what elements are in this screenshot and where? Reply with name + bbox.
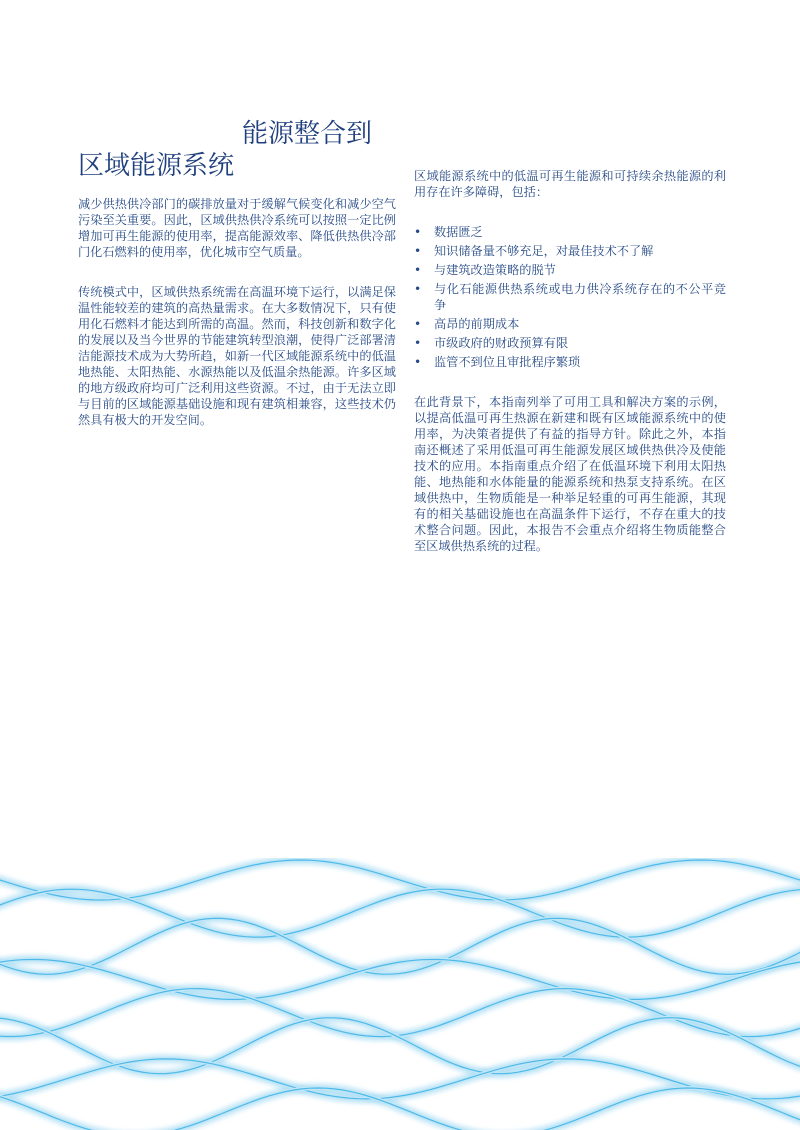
bullet-icon: • <box>414 244 422 258</box>
barrier-item <box>414 335 726 351</box>
barrier-text: 市级政府的财政预算有限 <box>434 336 569 350</box>
barrier-text: 知识储备量不够充足，对最佳技术不了解 <box>434 244 654 258</box>
barrier-item <box>414 262 726 278</box>
barrier-text: 与建筑改造策略的脱节 <box>434 263 556 277</box>
title-line-1: 能源整合到 <box>242 119 373 149</box>
barrier-item <box>414 316 726 332</box>
decorative-wave-pattern <box>0 858 800 1130</box>
right-closing-paragraph: 在此背景下，本指南列举了可用工具和解决方案的示例，以提高低温可再生热源在新建和既有区域能源系统中的使用率，为决策者提供了有益的指导方针。除此之外，本指南还概述了采用低温可再生能源发展区域供热供冷及使能技术的应用。本指南重点介绍了在低温环境下利用太阳热能、地热能和水体能量的能源系统和热泵支持系统。在区域供热中，生物质能是一种举足轻重的可再生能源，其现有的相关基础设施也在高温条件下运行，不存在重大的技术整合问题。因此，本报告不会重点介绍将生物质能整合至区域供热系统的过程。 <box>414 395 726 553</box>
bullet-icon: • <box>414 317 422 331</box>
barrier-text: 监管不到位且审批程序繁琐 <box>434 355 581 369</box>
title-line-2: 区域能源系统 <box>78 151 235 181</box>
barrier-item <box>414 224 726 240</box>
barrier-text: 高昂的前期成本 <box>434 317 520 331</box>
bullet-icon: • <box>414 263 422 277</box>
bullet-icon: • <box>414 225 422 239</box>
bullet-icon: • <box>414 282 422 296</box>
bullet-icon: • <box>414 355 422 369</box>
left-column <box>78 196 396 452</box>
right-intro-paragraph: 区域能源系统中的低温可再生能源和可持续余热能源的利用存在许多障碍，包括： <box>414 169 726 199</box>
barrier-item <box>414 354 726 370</box>
barrier-text: 数据匮乏 <box>434 225 483 239</box>
barrier-list <box>414 224 726 370</box>
barrier-text: 与化石能源供热系统或电力供冷系统存在的不公平竞争 <box>434 282 726 312</box>
barrier-item <box>414 243 726 259</box>
page-title <box>78 118 398 182</box>
left-paragraph-2: 传统模式中，区域供热系统需在高温环境下运行，以满足保温性能较差的建筑的高热量需求。在大多数情况下，只有使用化石燃料才能达到所需的高温。然而，科技创新和数字化的发展以及当今世界的节能建筑转型浪潮，使得广泛部署清洁能源技术成为大势所趋，如新一代区域能源系统中的低温地热能、太阳热能、水源热能以及低温余热能源。许多区域的地方级政府均可广泛利用这些资源。不过，由于无法立即与目前的区域能源基础设施和现有建筑相兼容，这些技术仍然具有极大的开发空间。 <box>78 285 396 427</box>
right-column <box>414 168 726 578</box>
barrier-item <box>414 281 726 313</box>
bullet-icon: • <box>414 336 422 350</box>
left-paragraph-1: 减少供热供冷部门的碳排放量对于缓解气候变化和减少空气污染至关重要。因此，区域供热供冷系统可以按照一定比例增加可再生能源的使用率，提高能源效率、降低供热供冷部门化石燃料的使用率，优化城市空气质量。 <box>78 197 396 259</box>
